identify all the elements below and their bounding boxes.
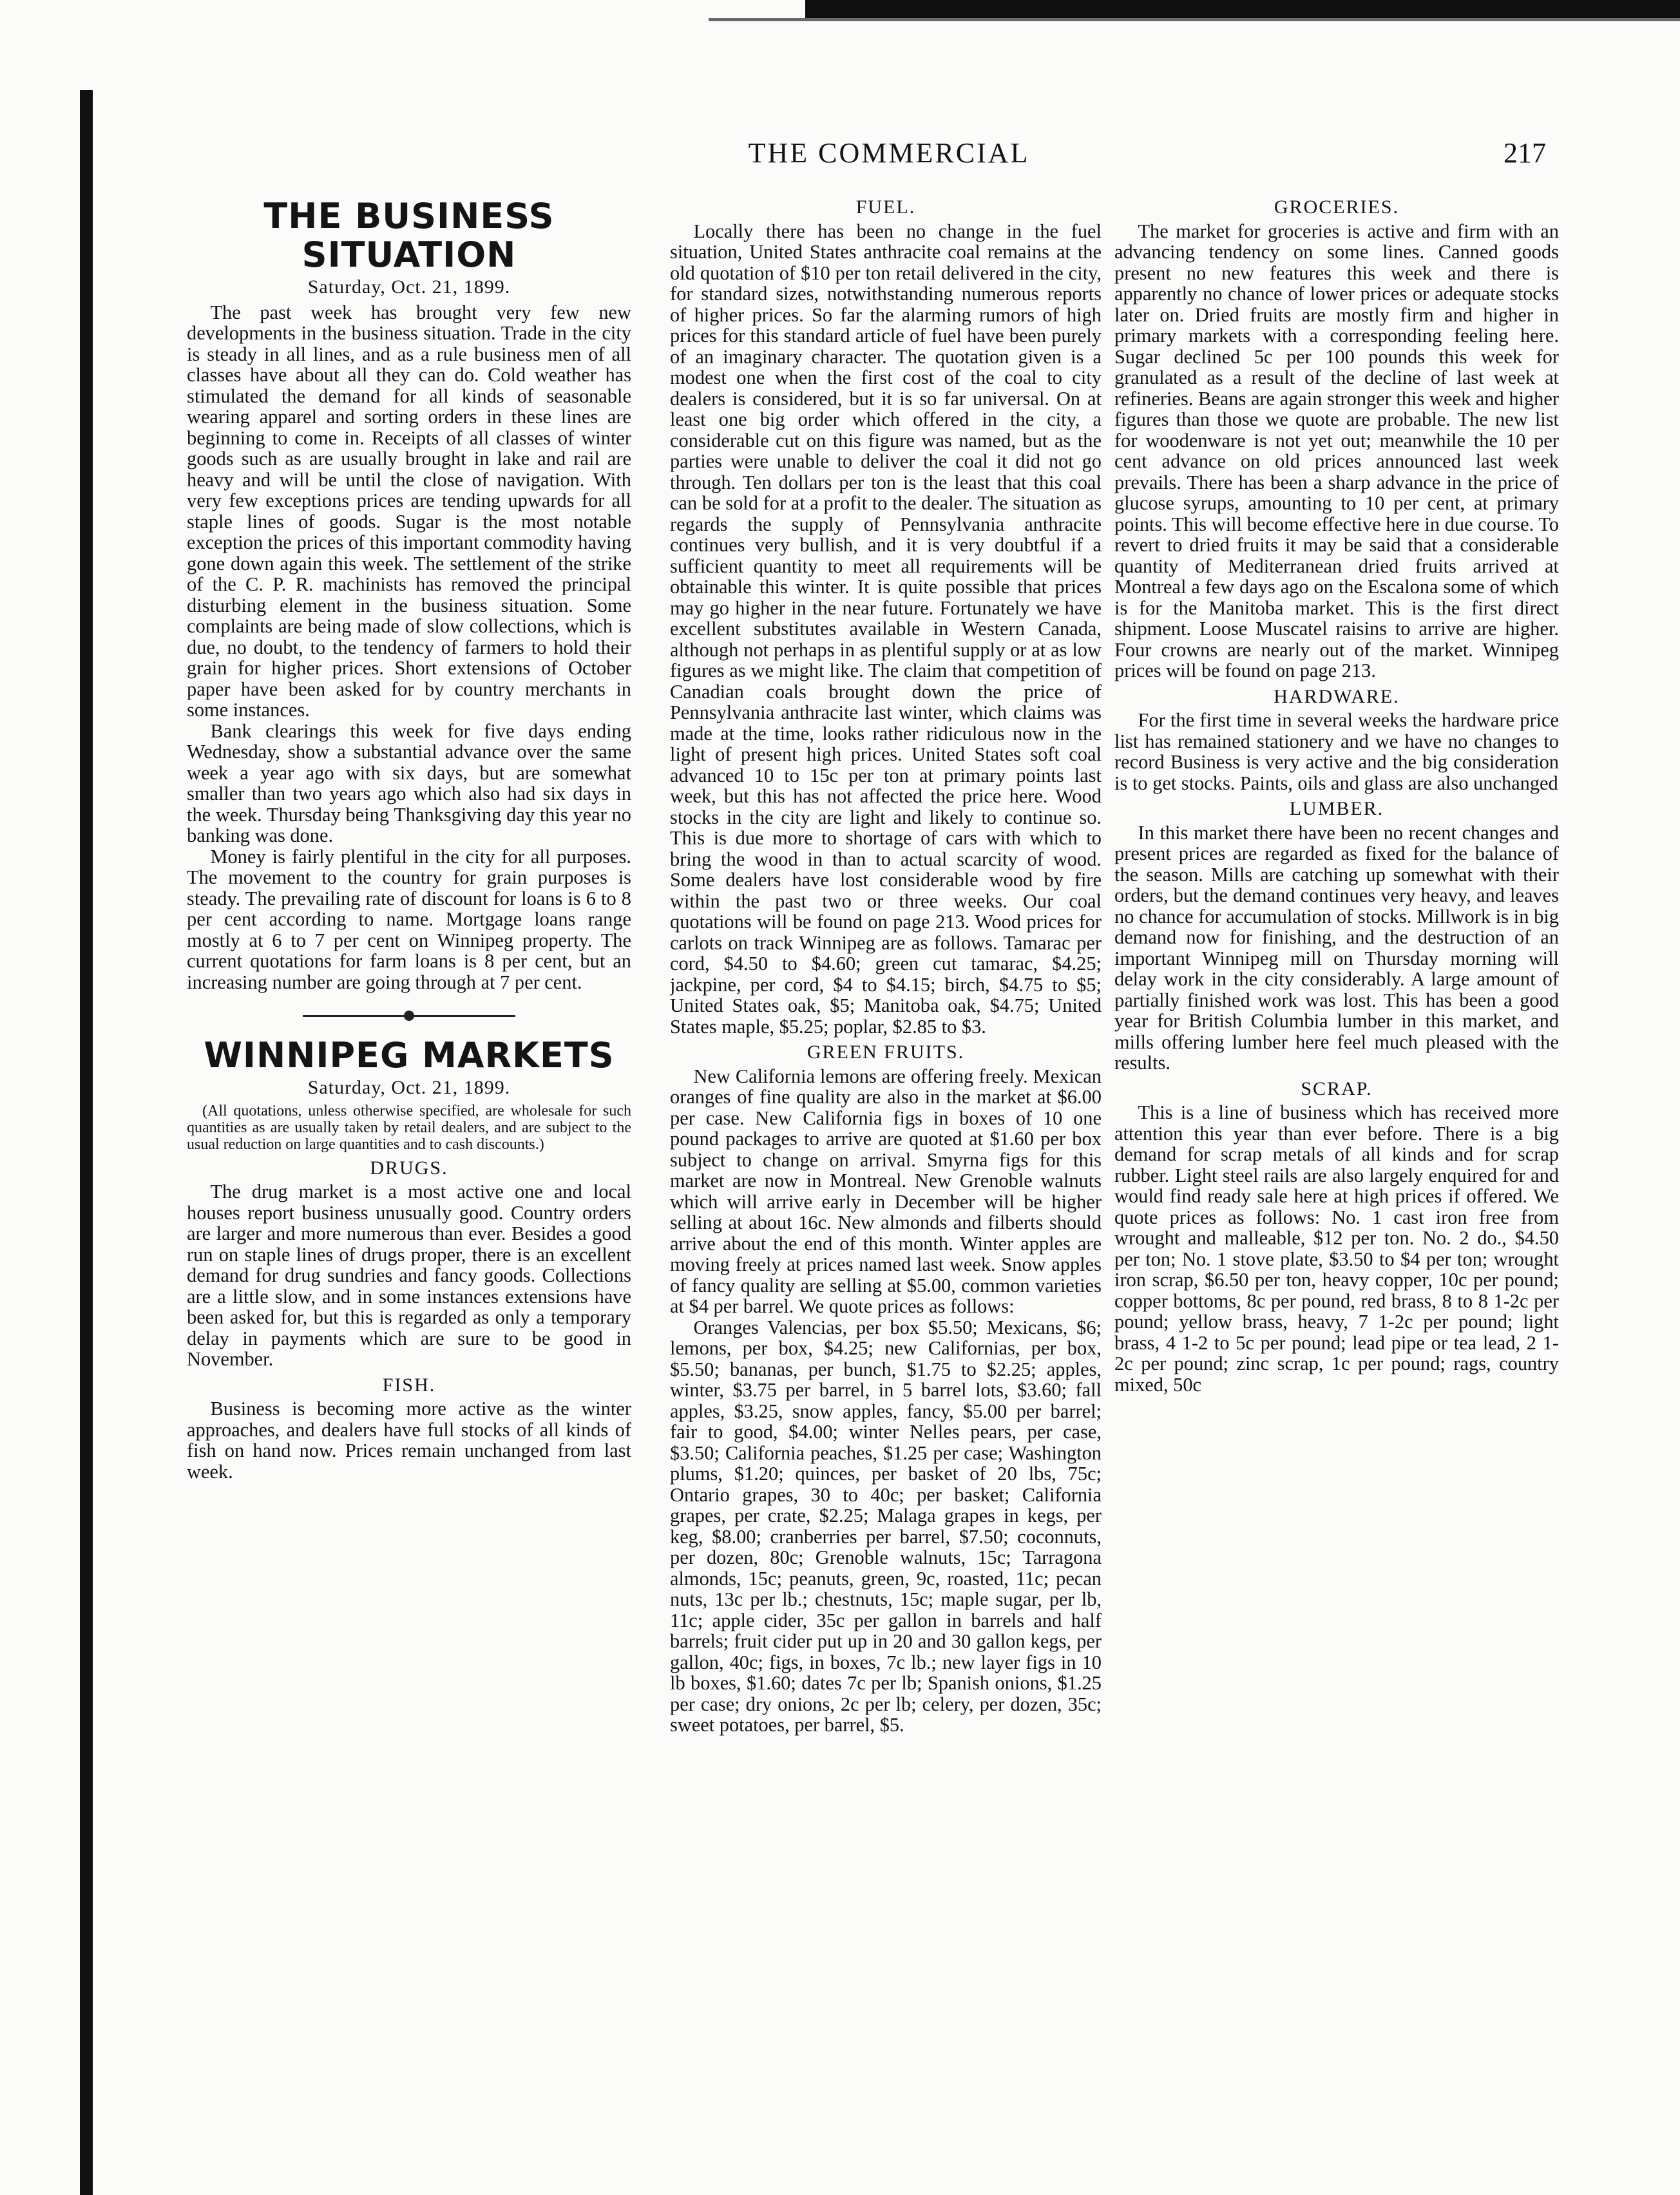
drugs-text: The drug market is a most active one and local houses report business unusually good. Country orders are larger and more numerous than ever. Besides a good run on staple lines of drugs proper, there is an excellent demand for drug sundries and fancy goods. Collections are a little slow, and in some instances extensions have been asked for, but this is regarded as only a temporary delay in payments which are sure to be good in November. (187, 1181, 631, 1370)
business-paragraph: Bank clearings this week for five days ending Wednesday, show a substantial advance over the same week a year ago with six days, but are somewhat smaller than two years ago which also had six days in the week. Thursday being Thanksgiving day this year no banking was done. (187, 719, 631, 846)
column-2 (670, 197, 1102, 2174)
newspaper-name: THE COMMERCIAL (748, 137, 1030, 169)
drugs-subhead: DRUGS. (370, 1157, 448, 1179)
green-fruits-prices: Oranges Valencias, per box $5.50; Mexicans, $6; lemons, per box, $4.25; new Californias, per box, $5.50; bananas, per bunch, $1.75 to $2.25; apples, winter, $3.75 per barrel, in 5 barrel lots, $3.60; fall apples, $3.25, snow apples, fancy, $5.00 per barrel; fair to good, $4.00; winter Nelles pears, per case, $3.50; California peaches, $1.25 per case; Washington plums, $1.20; quinces, per basket of 20 lbs, 75c; Ontario grapes, 30 to 40c; per basket; California grapes, per crate, $2.25; Malaga grapes in kegs, per keg, $8.00; cranberries per barrel, $7.50; coconnuts, per dozen, 80c; Grenoble walnuts, 15c; Tarragona almonds, 15c; peanuts, green, 9c, roasted, 11c; pecan nuts, 13c per lb.; chestnuts, 15c; maple sugar, per lb, 11c; apple cider, 35c per gallon in barrels and half barrels; fruit cider put up in 20 and 30 gallon kegs, per gallon, 40c; figs, in boxes, 7c lb.; new layer figs in 10 lb boxes, $1.60; dates 7c per lb; Spanish onions, $1.25 per case; dry onions, 2c per lb; celery, per dozen, 35c; sweet potatoes, per barrel, $5. (670, 1316, 1102, 1736)
page-edge-left (80, 90, 93, 2195)
column-1 (187, 197, 631, 2174)
divider-ornament (404, 1011, 414, 1021)
scrap-text: This is a line of business which has received more attention this year than ever before. There is a big demand for scrap metals of all kinds and for scrap rubber. Light steel rails are also largely enquired for and would find ready sale here at high prices if offered. We quote prices as follows: No. 1 cast iron free from wrought and malleable, $12 per ton. No. 2 do., $4.50 per ton; No. 1 stove plate, $3.50 to $4 per ton; wrought iron scrap, $6.50 per ton, heavy copper, 10c per pound; copper bottoms, 8c per pound, red brass, 8 to 8 1-2c per pound; yellow brass, heavy, 7 1-2c per pound; light brass, 4 1-2 to 5c per pound; lead pipe or tea lead, 2 1-2c per pound; zinc scrap, 1c per pound; rags, country mixed, 50c (1114, 1101, 1559, 1396)
section-divider (187, 1007, 631, 1025)
page-edge-top (805, 0, 1680, 19)
scrap-subhead: SCRAP. (1301, 1078, 1373, 1099)
lumber-subhead: LUMBER. (1289, 798, 1384, 819)
page-number: 217 (1503, 137, 1546, 169)
fish-text: Business is becoming more active as the winter approaches, and dealers have full stocks of all kinds of fish on hand now. Prices remain unchanged from last week. (187, 1398, 631, 1483)
business-situation-dateline: Saturday, Oct. 21, 1899. (307, 276, 511, 298)
page-edge-top-rule (709, 18, 1680, 21)
fuel-text: Locally there has been no change in the fuel situation, United States anthracite coal remains at the old quotation of $10 per ton retail delivered in the city, for standard sizes, notwithstanding numerous reports of higher prices. So far the alarming rumors of high prices for this standard article of fuel have been purely of an imaginary character. The quotation given is a modest one when the first cost of the coal to city dealers is considered, but it is so far universal. On at least one big order which offered in the city, a considerable cut on this figure was named, but as the parties were unable to deliver the coal it did not go through. Ten dollars per ton is the least that this coal can be sold for at a profit to the dealer. The situation as regards the supply of Pennsylvania anthracite continues very bullish, and it is very doubtful if a sufficient quantity to meet all requirements will be obtainable this winter. It is quite possible that prices may go higher in the near future. Fortunately we have excellent substitutes available in Western Canada, although not perhaps in as plentiful supply or at as low figures as we might like. The claim that competition of Canadian coals brought down the price of Pennsylvania anthracite last winter, which claims was made at the time, looks rather ridiculous now in the light of present high prices. United States soft coal advanced 10 to 15c per ton at primary points last week, but this has not affected the price here. Wood stocks in the city are light and likely to continue so. This is due more to shortage of cars with which to bring the wood in than to actual scarcity of wood. Some dealers have lost considerable wood by fire within the past two or three weeks. Our coal quotations will be found on page 213. Wood prices for carlots on track Winnipeg are as follows. Tamarac per cord, $4.50 to $4.60; green cut tamarac, $4.25; jackpine, per cord, $4 to $4.15; birch, $4.75 to $5; United States oak, $5; Manitoba oak, $4.75; United States maple, $5.25; poplar, $2.85 to $3. (670, 220, 1102, 1038)
hardware-text: For the first time in several weeks the hardware price list has remained stationery and we have no changes to record Business is very active and the big consideration is to get stocks. Paints, oils and glass are also unchanged (1114, 709, 1559, 794)
business-situation-headline: THE BUSINESS SITUATION (263, 197, 555, 275)
lumber-text: In this market there have been no recent changes and present prices are regarded as fixed for the balance of the season. Mills are catching up somewhat with their orders, but the demand continues very heavy, and leaves no chance for accumulation of stocks. Millwork is in big demand now for finishing, and the destruction of an important Winnipeg mill on Thursday morning will delay work in the city considerably. A large amount of partially finished work was lost. This has been a good year for British Columbia lumber in this market, and mills offering lumber here feel much pleased with the results. (1114, 821, 1559, 1074)
fish-subhead: FISH. (382, 1374, 436, 1396)
column-3 (1114, 197, 1559, 2174)
groceries-subhead: GROCERIES. (1274, 197, 1400, 218)
winnipeg-markets-dateline: Saturday, Oct. 21, 1899. (307, 1077, 511, 1098)
quotations-note: (All quotations, unless otherwise specified, are wholesale for such quantities as are usually taken by retail dealers, and are subject to the usual reduction on large quantities and to cash discounts.) (187, 1102, 631, 1153)
green-fruits-text: New California lemons are offering freely. Mexican oranges of fine quality are also in the market at $6.00 per case. New California figs in boxes of 10 one pound packages to arrive are quoted at $1.60 per box subject to change on arrival. Smyrna figs for this market are now in Montreal. New Grenoble walnuts which will arrive early in December will be higher selling at about 16c. New almonds and filberts should arrive about the end of this month. Winter apples are moving freely at prices named last week. Snow apples of fancy quality are selling at $5.00, common varieties at $4 per barrel. We quote prices as follows: (670, 1065, 1102, 1317)
winnipeg-markets-headline: WINNIPEG MARKETS (204, 1035, 615, 1076)
business-paragraph: Money is fairly plentiful in the city for all purposes. The movement to the country for grain purposes is steady. The prevailing rate of discount for loans is 6 to 8 per cent according to name. Mortgage loans range mostly at 6 to 7 per cent on Winnipeg property. The current quotations for farm loans is 8 per cent, but an increasing number are going through at 7 per cent. (187, 845, 631, 993)
green-fruits-subhead: GREEN FRUITS. (807, 1041, 965, 1063)
running-head (0, 137, 1680, 175)
fuel-subhead: FUEL. (855, 197, 916, 218)
business-paragraph: The past week has brought very few new developments in the business situation. Trade in the city is steady in all lines, and as a rule business men of all classes have about all they can do. Cold weather has stimulated the demand for all kinds of seasonable wearing apparel and sorting orders in these lines are beginning to come in. Receipts of all classes of winter goods such as are usually brought in lake and rail are heavy and will be until the close of navigation. With very few exceptions prices are tending upwards for all staple lines of goods. Sugar is the most notable exception the prices of this important commodity having gone down again this week. The settlement of the strike of the C. P. R. machinists has removed the principal disturbing element in the business situation. Some complaints are being made of slow collections, which is due, no doubt, to the tendency of farmers to hold their grain for higher prices. Short extensions of October paper have been asked for by country merchants in some instances. (187, 301, 631, 721)
hardware-subhead: HARDWARE. (1274, 685, 1400, 707)
groceries-text: The market for groceries is active and firm with an advancing tendency on some lines. Canned goods present no new features this week and there is apparently no chance of lower prices or adequate stocks later on. Dried fruits are mostly firm and higher in primary markets with a corresponding feeling here. Sugar declined 5c per 100 pounds this week for granulated as a result of the decline of last week at refineries. Beans are again stronger this week and higher figures than those we quote are probable. The new list for woodenware is not yet out; meanwhile the 10 per cent advance on old prices announced last week prevails. There has been a sharp advance in the price of glucose syrups, amounting to 10 per cent, at primary points. This will become effective here in due course. To revert to dried fruits it may be said that a considerable quantity of Mediterranean dried fruits arrived at Montreal a few days ago on the Escalona some of which is for the Manitoba market. This is the first direct shipment. Loose Muscatel raisins to arrive are higher. Four crowns are nearly out of the market. Winnipeg prices will be found on page 213. (1114, 220, 1559, 681)
